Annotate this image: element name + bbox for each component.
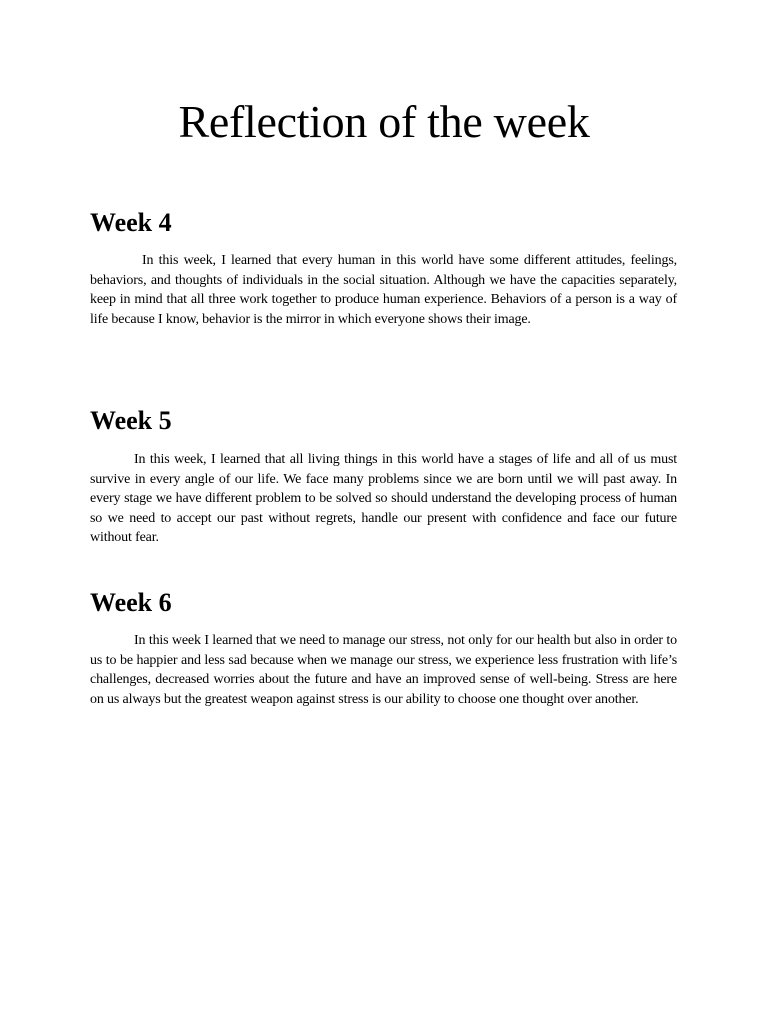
week-5-paragraph: In this week, I learned that all living things in this world have a stages of life and all of us must survive in every angle of our life. We face many problems since we are born until we will past away. In every stage we have different problem to be solved so should understand the developing process of human so we need to accept our past without regrets, handle our present with confidence and face our future without fear. xyxy=(90,452,677,545)
week-6-heading: Week 6 xyxy=(90,588,172,617)
week-4-paragraph: In this week, I learned that every human in this world have some different attitudes, feelings, behaviors, and thoughts of individuals in the social situation. Although we have the capacities separately, keep in mind that all three work together to produce human experience. Behaviors of a person is a way of life because I know, behavior is the mirror in which everyone shows their image. xyxy=(90,253,677,327)
week-4-heading: Week 4 xyxy=(90,208,172,237)
week-5-heading: Week 5 xyxy=(90,406,172,435)
page-title: Reflection of the week xyxy=(178,96,590,147)
week-6-paragraph: In this week I learned that we need to manage our stress, not only for our health but also in order to us to be happier and less sad because when we manage our stress, we experience less frustration with life’s challenges, decreased worries about the future and have an improved sense of well-being. Stress are here on us always but the greatest weapon against stress is our ability to choose one thought over another. xyxy=(90,633,677,707)
